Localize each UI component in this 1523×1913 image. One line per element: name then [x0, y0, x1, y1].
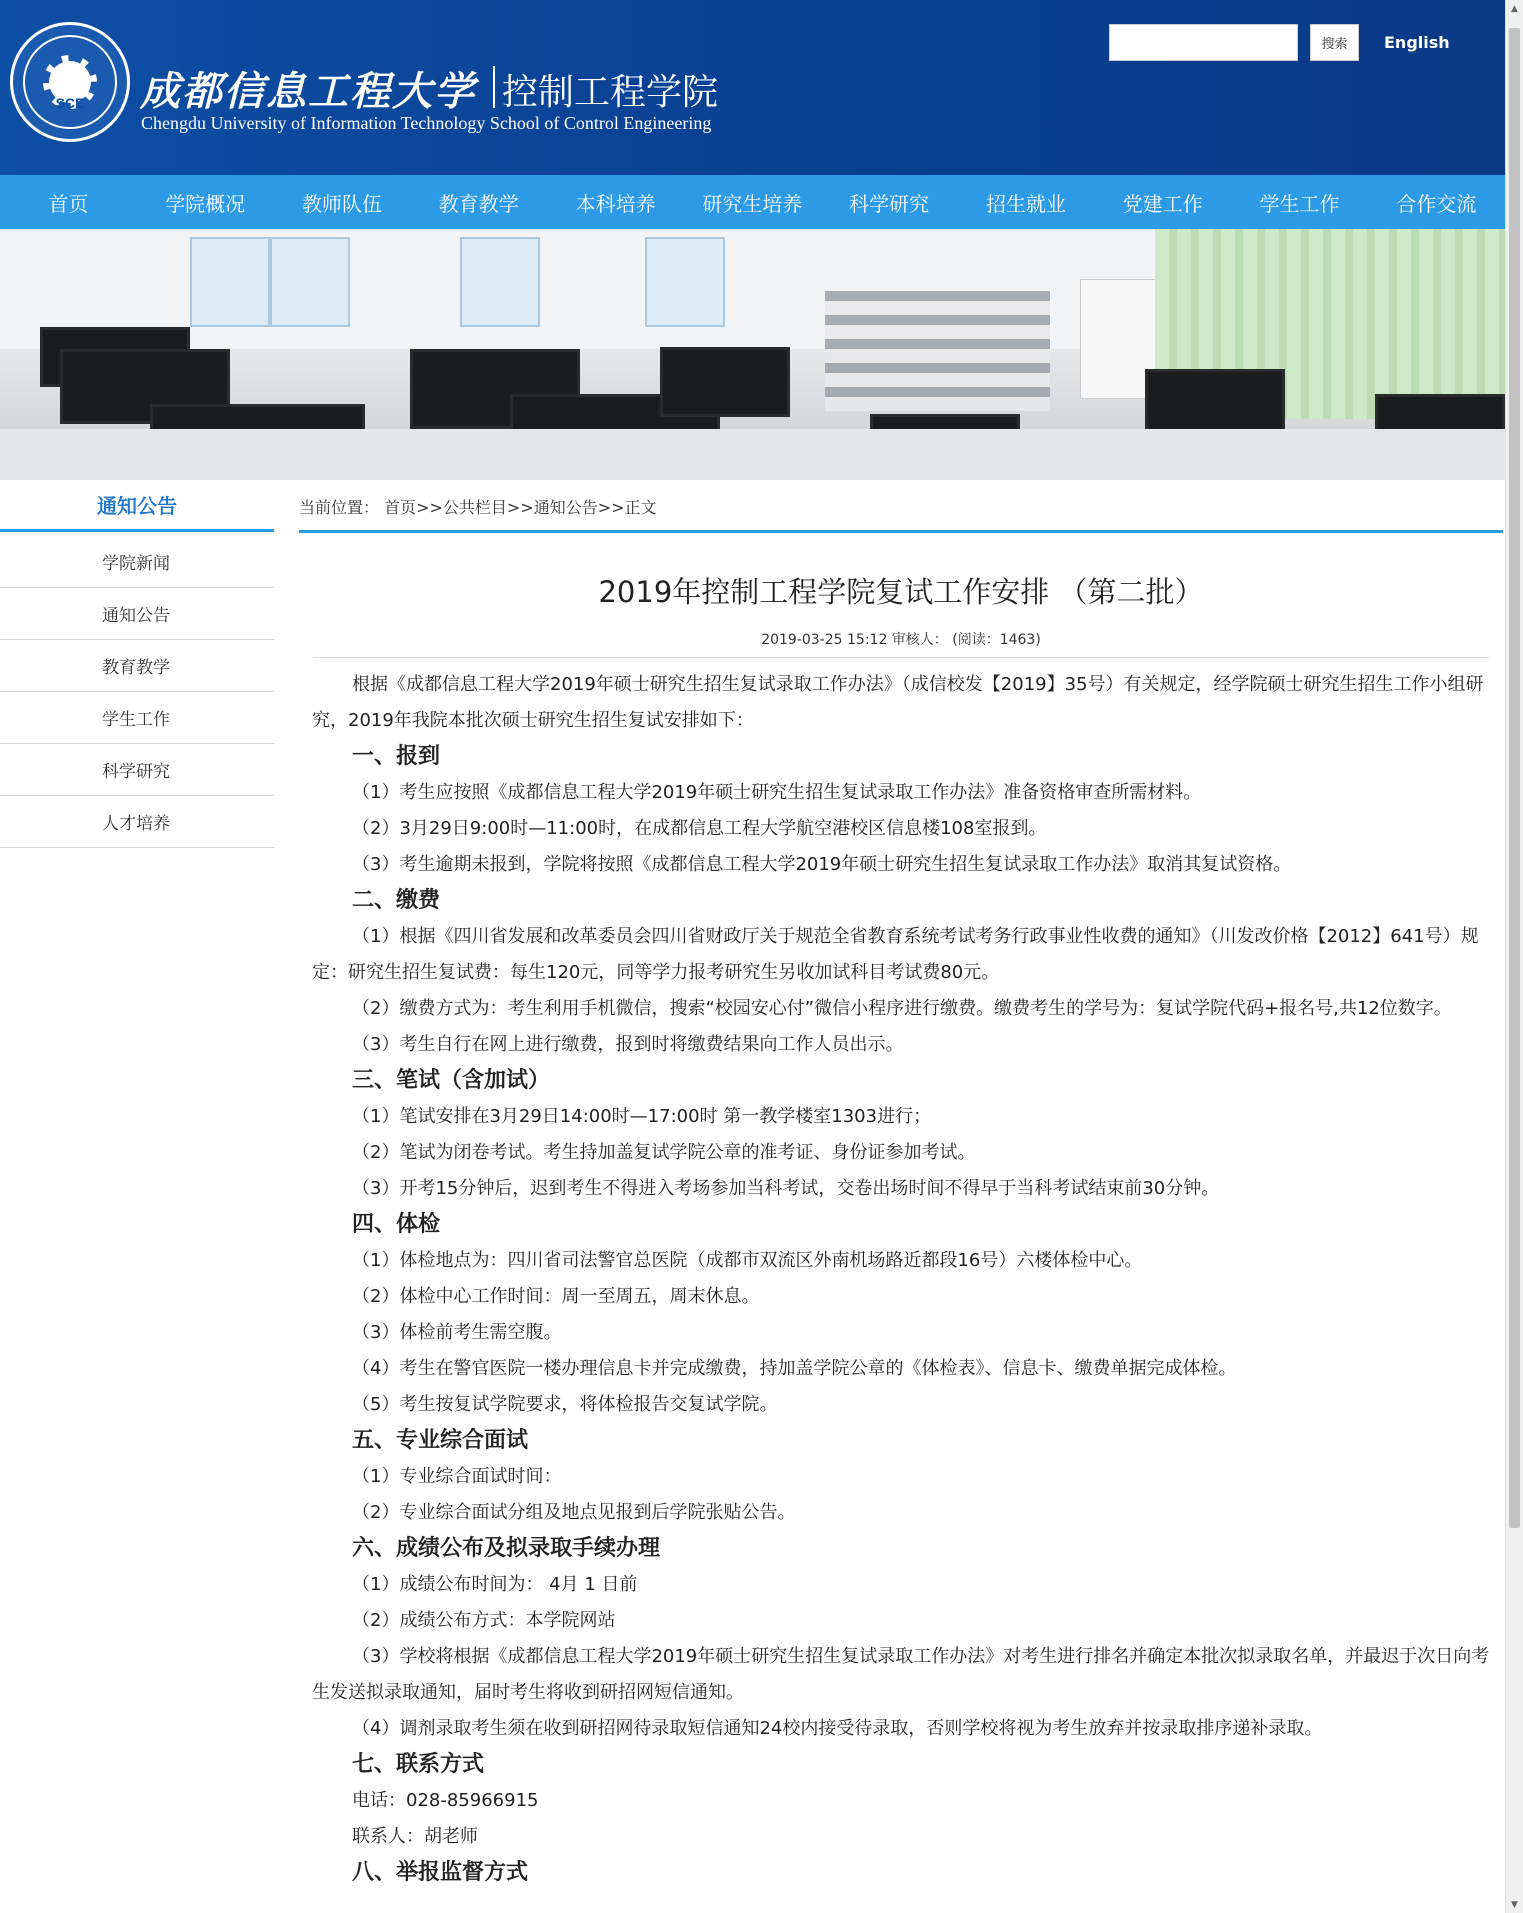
nav-item-education[interactable]: 教育教学	[438, 191, 519, 216]
article-intro: 根据《成都信息工程大学2019年硕士研究生招生复试录取工作办法》（成信校发【2019】35号）有关规定，经学院硕士研究生招生工作小组研究，2019年我院本批次硕士研究生招生复试安排如下：	[312, 674, 1484, 731]
section-item: （2）缴费方式为：考生利用手机微信，搜索“校园安心付”微信小程序进行缴费。缴费考生的学号为：复试学院代码+报名号,共12位数字。	[352, 998, 1452, 1019]
nav-item-faculty[interactable]: 教师队伍	[301, 191, 382, 216]
nav-item-admission[interactable]: 招生就业	[985, 191, 1066, 216]
section-item: （3）学校将根据《成都信息工程大学2019年硕士研究生招生复试录取工作办法》对考生进行排名并确定本批次拟录取名单，并最迟于次日向考生发送拟录取通知，届时考生将收到研招网短信通知。	[312, 1646, 1490, 1703]
search-button[interactable]: 搜索	[1310, 24, 1359, 61]
section-item: （1）笔试安排在3月29日14:00时—17:00时 第一教学楼室1303进行；	[352, 1106, 932, 1127]
section-item: （2）专业综合面试分组及地点见报到后学院张贴公告。	[352, 1502, 796, 1523]
banner-image	[0, 229, 1505, 480]
section-item: （1）根据《四川省发展和改革委员会四川省财政厅关于规范全省教育系统考试考务行政事业性收费的通知》（川发改价格【2012】641号）规定：研究生招生复试费：每生120元，同等学力报考研究生另收加试科目考试费80元。	[312, 926, 1479, 983]
page-scrollbar[interactable]	[1505, 0, 1523, 1913]
nav-item-about[interactable]: 学院概况	[165, 191, 246, 216]
section-item: （4）考生在警官医院一楼办理信息卡并完成缴费，持加盖学院公章的《体检表》、信息卡、缴费单据完成体检。	[352, 1358, 1237, 1379]
scroll-down-icon[interactable]: ▼	[1511, 1899, 1518, 1910]
scrollbar-thumb[interactable]	[1509, 28, 1520, 1528]
section-heading: 八、举报监督方式	[352, 1860, 529, 1885]
university-logo[interactable]	[10, 22, 130, 142]
breadcrumb-divider	[299, 530, 1503, 533]
school-name-en: Chengdu University of Information Technology School of Control Engineering	[141, 113, 712, 133]
nav-item-undergraduate[interactable]: 本科培养	[575, 191, 656, 216]
section-heading: 二、缴费	[352, 888, 441, 913]
section-item: （3）开考15分钟后，迟到考生不得进入考场参加当科考试，交卷出场时间不得早于当科考试结束前30分钟。	[352, 1178, 1220, 1199]
sidebar-item-notices[interactable]: 通知公告	[0, 588, 274, 640]
article-meta: 2019-03-25 15:12 审核人： (阅读：1463)	[761, 632, 1041, 648]
section-heading: 六、成绩公布及拟录取手续办理	[352, 1536, 661, 1561]
sidebar-item-education[interactable]: 教育教学	[0, 640, 274, 692]
sidebar-item-news[interactable]: 学院新闻	[0, 536, 274, 588]
school-name-cn[interactable]: 成都信息工程大学	[140, 68, 476, 115]
nav-item-party[interactable]: 党建工作	[1122, 191, 1203, 216]
english-link[interactable]: English	[1384, 33, 1450, 52]
nav-item-research[interactable]: 科学研究	[849, 191, 930, 216]
section-item: （1）成绩公布时间为： 4月 1 日前	[352, 1574, 638, 1595]
section-heading: 一、报到	[352, 744, 441, 769]
sidebar-item-students[interactable]: 学生工作	[0, 692, 274, 744]
site-header	[0, 0, 1505, 175]
breadcrumb[interactable]: 当前位置： 首页>>公共栏目>>通知公告>>正文	[299, 498, 657, 517]
nav-item-cooperation[interactable]: 合作交流	[1396, 191, 1477, 216]
article-title: 2019年控制工程学院复试工作安排 （第二批）	[598, 575, 1204, 609]
section-item: （2）笔试为闭卷考试。考生持加盖复试学院公章的准考证、身份证参加考试。	[352, 1142, 976, 1163]
section-heading: 三、笔试（含加试）	[352, 1068, 551, 1093]
contact-phone: 电话：028-85966915	[352, 1790, 539, 1811]
section-item: （1）专业综合面试时间：	[352, 1466, 562, 1487]
section-item: （2）体检中心工作时间：周一至周五，周末休息。	[352, 1286, 760, 1307]
section-heading: 五、专业综合面试	[352, 1428, 529, 1453]
section-item: （3）考生逾期未报到，学院将按照《成都信息工程大学2019年硕士研究生招生复试录取工作办法》取消其复试资格。	[352, 854, 1292, 875]
scroll-up-icon[interactable]: ▲	[1511, 3, 1518, 14]
sidebar-item-talent[interactable]: 人才培养	[0, 796, 274, 848]
college-name-cn[interactable]: 控制工程学院	[502, 72, 719, 113]
section-item: （3）体检前考生需空腹。	[352, 1322, 562, 1343]
section-heading: 七、联系方式	[352, 1752, 485, 1777]
title-divider	[493, 66, 495, 108]
logo-abbr: SCE	[55, 95, 85, 111]
section-item: （1）体检地点为：四川省司法警官总医院（成都市双流区外南机场路近都段16号）六楼体检中心。	[352, 1250, 1143, 1271]
article-body	[312, 667, 1492, 1891]
section-item: （5）考生按复试学院要求，将体检报告交复试学院。	[352, 1394, 778, 1415]
section-item: （3）考生自行在网上进行缴费，报到时将缴费结果向工作人员出示。	[352, 1034, 904, 1055]
main-nav	[0, 175, 1505, 229]
sidebar-item-research[interactable]: 科学研究	[0, 744, 274, 796]
search-input[interactable]	[1109, 24, 1298, 61]
nav-item-home[interactable]: 首页	[48, 191, 89, 216]
sidebar-list	[0, 536, 274, 848]
section-item: （4）调剂录取考生须在收到研招网待录取短信通知24校内接受待录取，否则学校将视为考生放弃并按录取排序递补录取。	[352, 1718, 1323, 1739]
section-heading: 四、体检	[352, 1212, 441, 1237]
section-item: （2）成绩公布方式：本学院网站	[352, 1610, 616, 1631]
contact-person: 联系人：胡老师	[352, 1826, 478, 1847]
sidebar-title: 通知公告	[0, 480, 274, 532]
nav-item-graduate[interactable]: 研究生培养	[702, 191, 803, 216]
nav-item-students[interactable]: 学生工作	[1259, 191, 1340, 216]
meta-divider	[313, 657, 1489, 658]
section-item: （1）考生应按照《成都信息工程大学2019年硕士研究生招生复试录取工作办法》准备资格审查所需材料。	[352, 782, 1202, 803]
section-item: （2）3月29日9:00时—11:00时，在成都信息工程大学航空港校区信息楼108室报到。	[352, 818, 1047, 839]
